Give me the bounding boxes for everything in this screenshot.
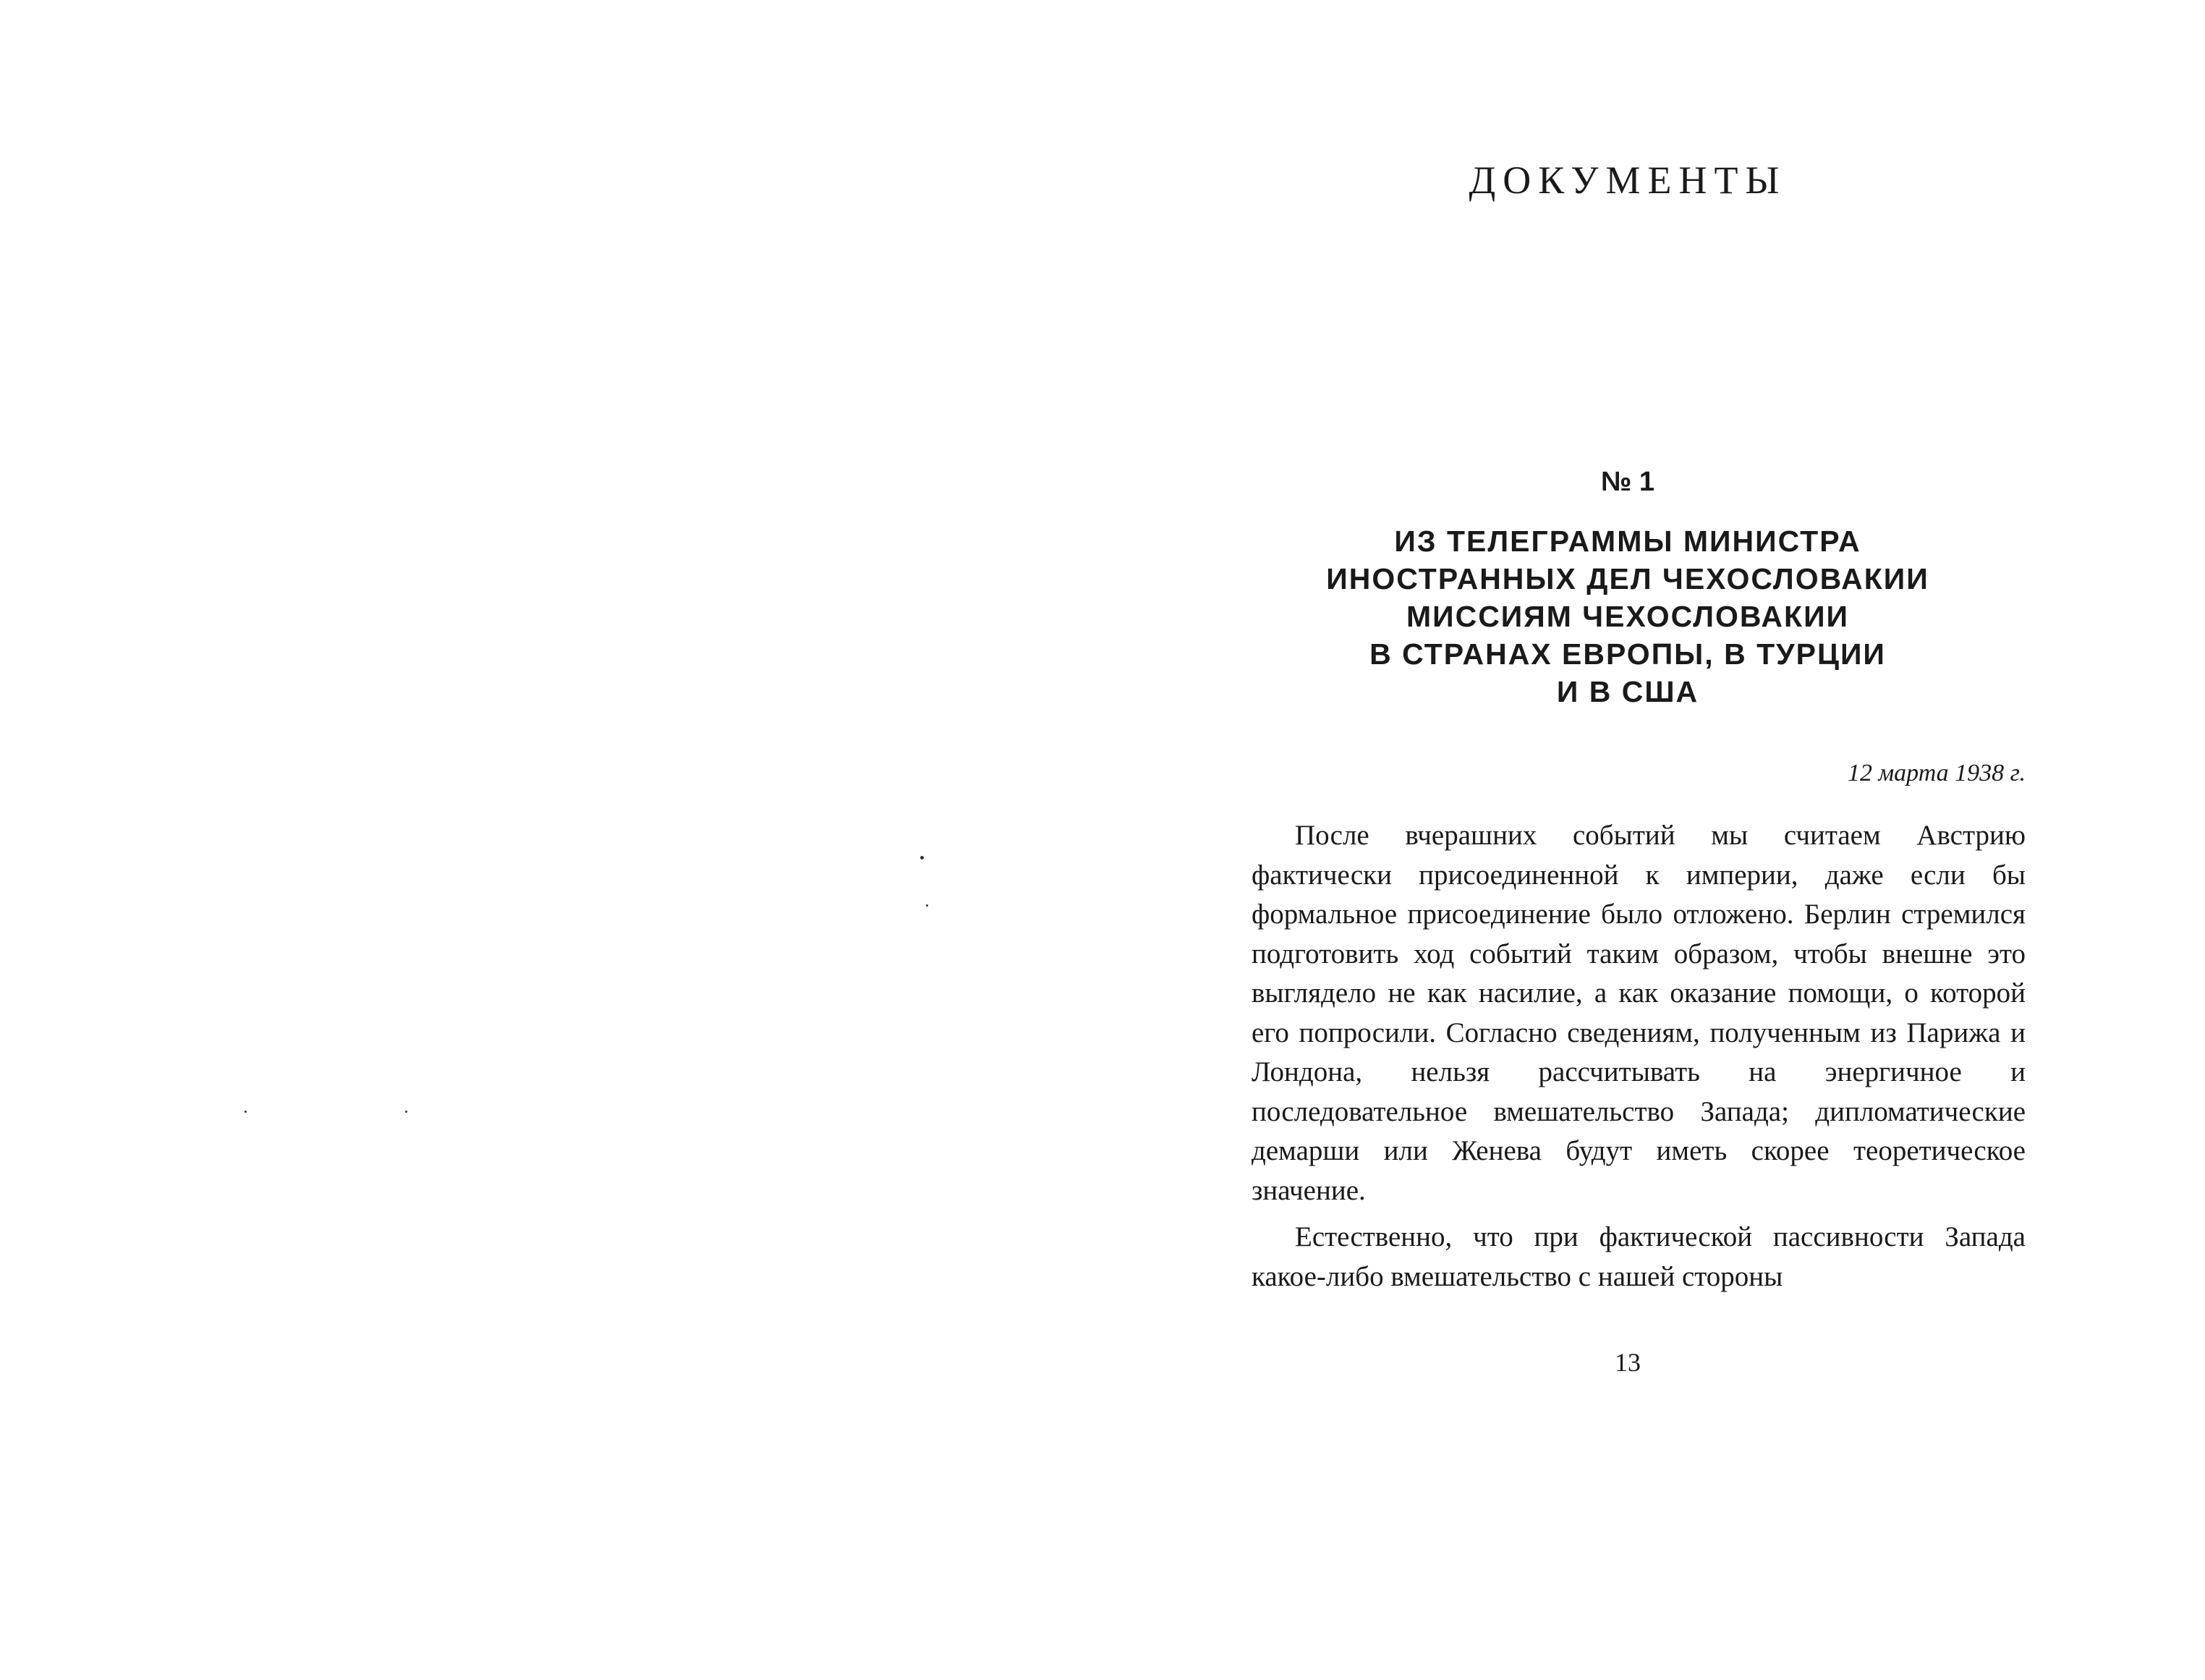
scan-speck (920, 856, 924, 860)
right-page (1230, 0, 2098, 1680)
document-title-line: МИССИЯМ ЧЕХОСЛОВАКИИ (1406, 600, 1850, 633)
document-number: № 1 (1600, 467, 1655, 497)
document-date: 12 марта 1938 г. (1847, 760, 2026, 786)
scan-speck (405, 1111, 407, 1113)
left-page (0, 0, 1085, 1680)
document-body (1252, 816, 2026, 1297)
body-paragraph: После вчерашних событий мы считаем Австрию фактически присоединенной к империи, даже если бы формальное присоединение было отложено. Берлин стремился подготовить ход событий таким образом, чтобы внешне это выглядело не как насилие, а как оказание помощи, о которой его попросили. Согласно сведениям, полученным из Парижа и Лондона, нельзя рассчитывать на энергичное и последовательное вмешательство Запада; дипломатические демарши или Женева будут иметь скорее теоретическое значение. (1252, 820, 2026, 1206)
document-title-line: В СТРАНАХ ЕВРОПЫ, В ТУРЦИИ (1369, 637, 1886, 671)
document-title-line: И В США (1556, 675, 1699, 708)
section-heading: ДОКУМЕНТЫ (1469, 158, 1787, 202)
scan-speck (245, 1111, 247, 1113)
document-title (1230, 522, 2026, 710)
page-number: 13 (1615, 1348, 1641, 1377)
document-title-line: ИЗ ТЕЛЕГРАММЫ МИНИСТРА (1394, 525, 1861, 558)
scan-speck (926, 904, 928, 907)
body-paragraph: Естественно, что при фактической пассивности Запада какое-либо вмешательство с нашей стороны (1252, 1221, 2026, 1292)
document-title-line: ИНОСТРАННЫХ ДЕЛ ЧЕХОСЛОВАКИИ (1326, 562, 1929, 595)
